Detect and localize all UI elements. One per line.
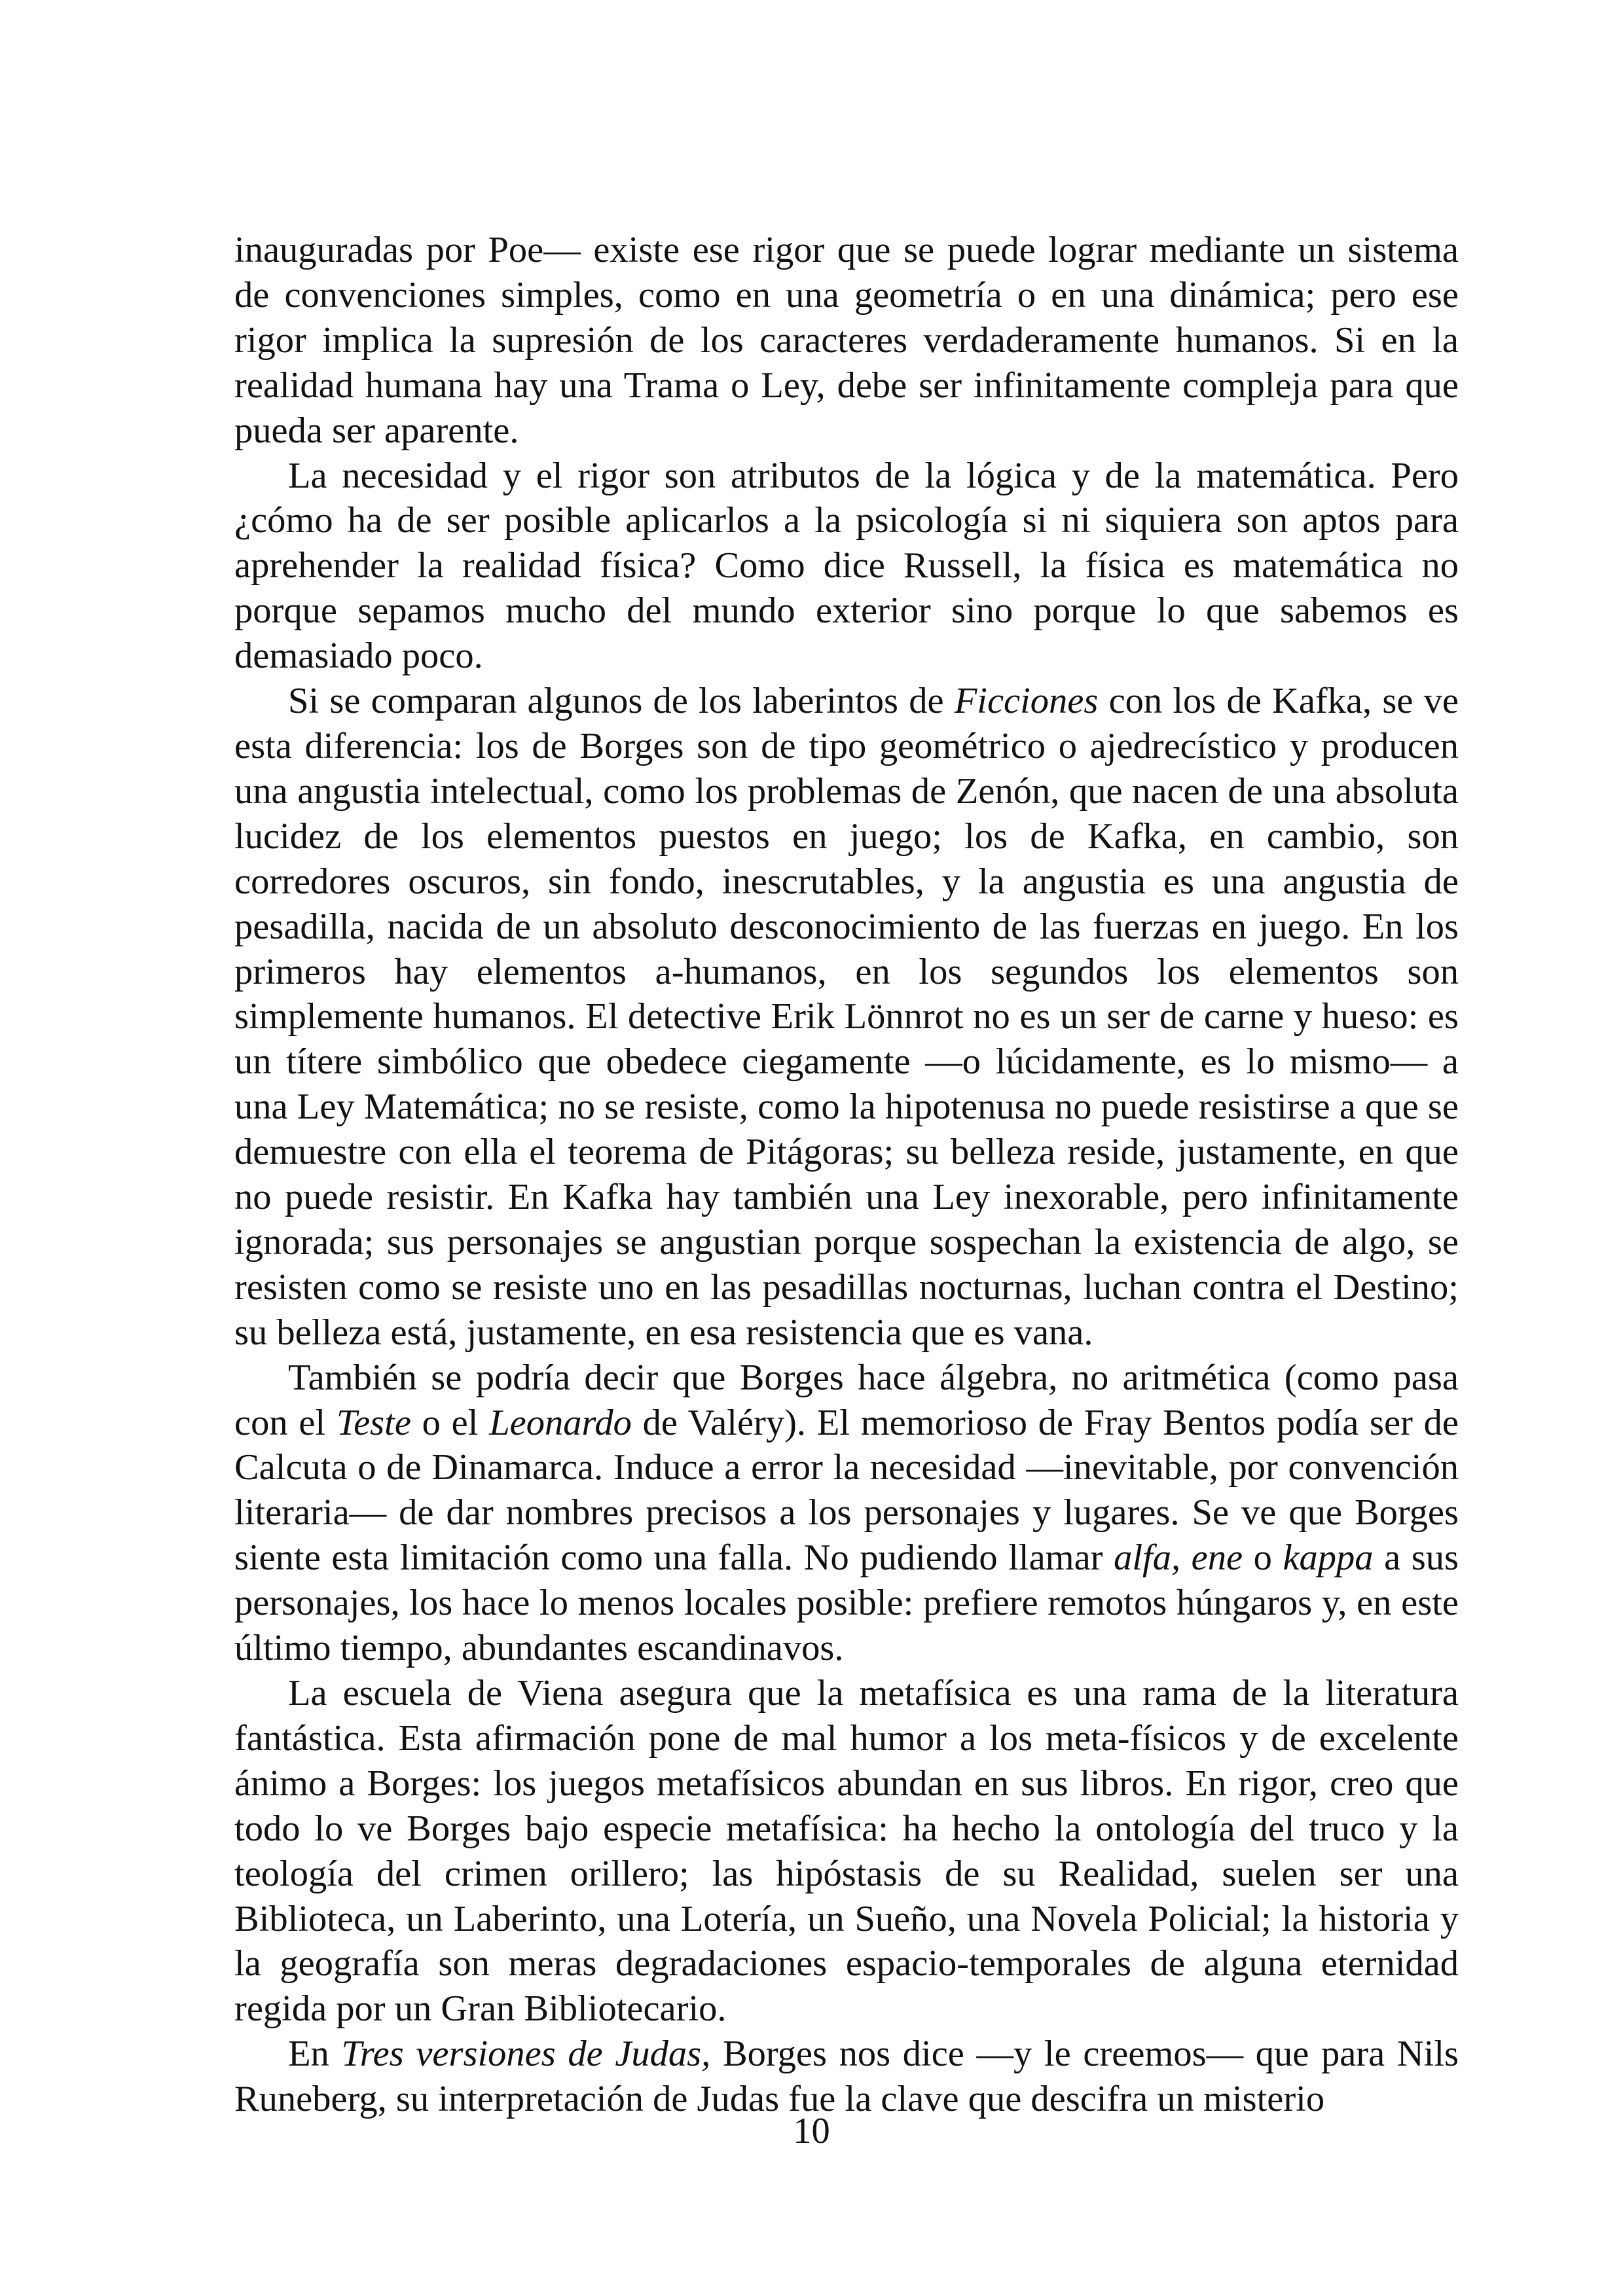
page-number: 10 (793, 2111, 830, 2151)
paragraph-text: La escuela de Viena asegura que la metafísica es una rama de la literatura fantástica. Esta afirmación pone de mal humor a los meta-físicos y de excelente ánimo a Borges: los juegos metafísicos abundan en sus libros. En rigor, creo que todo lo ve Borges bajo especie metafísica: ha hecho la ontología del truco y la teología del crimen orillero; las hipóstasis de su Realidad, suelen ser una Biblioteca, un Laberinto, una Lotería, un Sueño, una Novela Policial; la historia y la geografía son meras degradaciones espacio-temporales de alguna eternidad regida por un Gran Bibliotecario. (234, 1673, 1459, 2030)
italic-title-text: Tres versiones de Judas, (341, 2034, 711, 2075)
body-text (234, 228, 1459, 2122)
italic-title-text: kappa (1283, 1537, 1374, 1579)
italic-title-text: alfa, ene (1114, 1537, 1243, 1579)
italic-title-text: Teste (336, 1402, 411, 1443)
paragraph-text: o (1243, 1537, 1283, 1579)
paragraph (234, 1355, 1459, 1671)
paragraph (234, 1671, 1459, 2032)
paragraph (234, 454, 1459, 679)
italic-title-text: Leonardo (489, 1402, 632, 1443)
paragraph-text: También se podría decir que Borges hace álgebra, no aritmética (como pasa con el (234, 1357, 1459, 1443)
italic-title-text: Ficciones (954, 681, 1099, 722)
paragraph (234, 228, 1459, 454)
paragraph-text: con los de Kafka, se ve esta diferencia: los de Borges son de tipo geométrico o ajedrecístico y producen una angustia intelectual, como los problemas de Zenón, que nacen de una absoluta lucidez de los elementos puestos en juego; los de Kafka, en cambio, son corredores oscuros, sin fondo, inescrutables, y la angustia es una angustia de pesadilla, nacida de un absoluto desconocimiento de las fuerzas en juego. En los primeros hay elementos a-humanos, en los segundos los elementos son simplemente humanos. El detective Erik Lönnrot no es un ser de carne y hueso: es un títere simbólico que obedece ciegamente —o lúcidamente, es lo mismo— a una Ley Matemática; no se resiste, como la hipotenusa no puede resistirse a que se demuestre con ella el teorema de Pitágoras; su belleza reside, justamente, en que no puede resistir. En Kafka hay también una Ley inexorable, pero infinitamente ignorada; sus personajes se angustian porque sospechan la existencia de algo, se resisten como se resiste uno en las pesadillas nocturnas, luchan contra el Destino; su belleza está, justamente, en esa resistencia que es vana. (234, 681, 1459, 1353)
paragraph-text: Borges nos dice —y le creemos— que para Nils Runeberg, su interpretación de Judas fue la clave que descifra un misterio (234, 2034, 1459, 2120)
paragraph-text: En (288, 2034, 342, 2075)
paragraph-text: Si se comparan algunos de los laberintos de (288, 681, 955, 722)
paragraph-text: a sus personajes, los hace lo menos locales posible: prefiere remotos húngaros y, en este último tiempo, abundantes escandinavos. (234, 1537, 1459, 1669)
paragraph-text: inauguradas por Poe— existe ese rigor que se puede lograr mediante un sistema de convenciones simples, como en una geometría o en una dinámica; pero ese rigor implica la supresión de los caracteres verdaderamente humanos. Si en la realidad humana hay una Trama o Ley, debe ser infinitamente compleja para que pueda ser aparente. (234, 230, 1459, 451)
paragraph (234, 679, 1459, 1355)
paragraph-text: o el (410, 1402, 490, 1443)
paragraph-text: de Valéry). El memorioso de Fray Bentos podía ser de Calcuta o de Dinamarca. Induce a error la necesidad —inevitable, por convención literaria— de dar nombres precisos a los personajes y lugares. Se ve que Borges siente esta limitación como una falla. No pudiendo llamar (234, 1402, 1459, 1579)
paragraph-text: La necesidad y el rigor son atributos de la lógica y de la matemática. Pero ¿cómo ha de ser posible aplicarlos a la psicología si ni siquiera son aptos para aprehender la realidad física? Como dice Russell, la física es matemática no porque sepamos mucho del mundo exterior sino porque lo que sabemos es demasiado poco. (234, 455, 1459, 677)
